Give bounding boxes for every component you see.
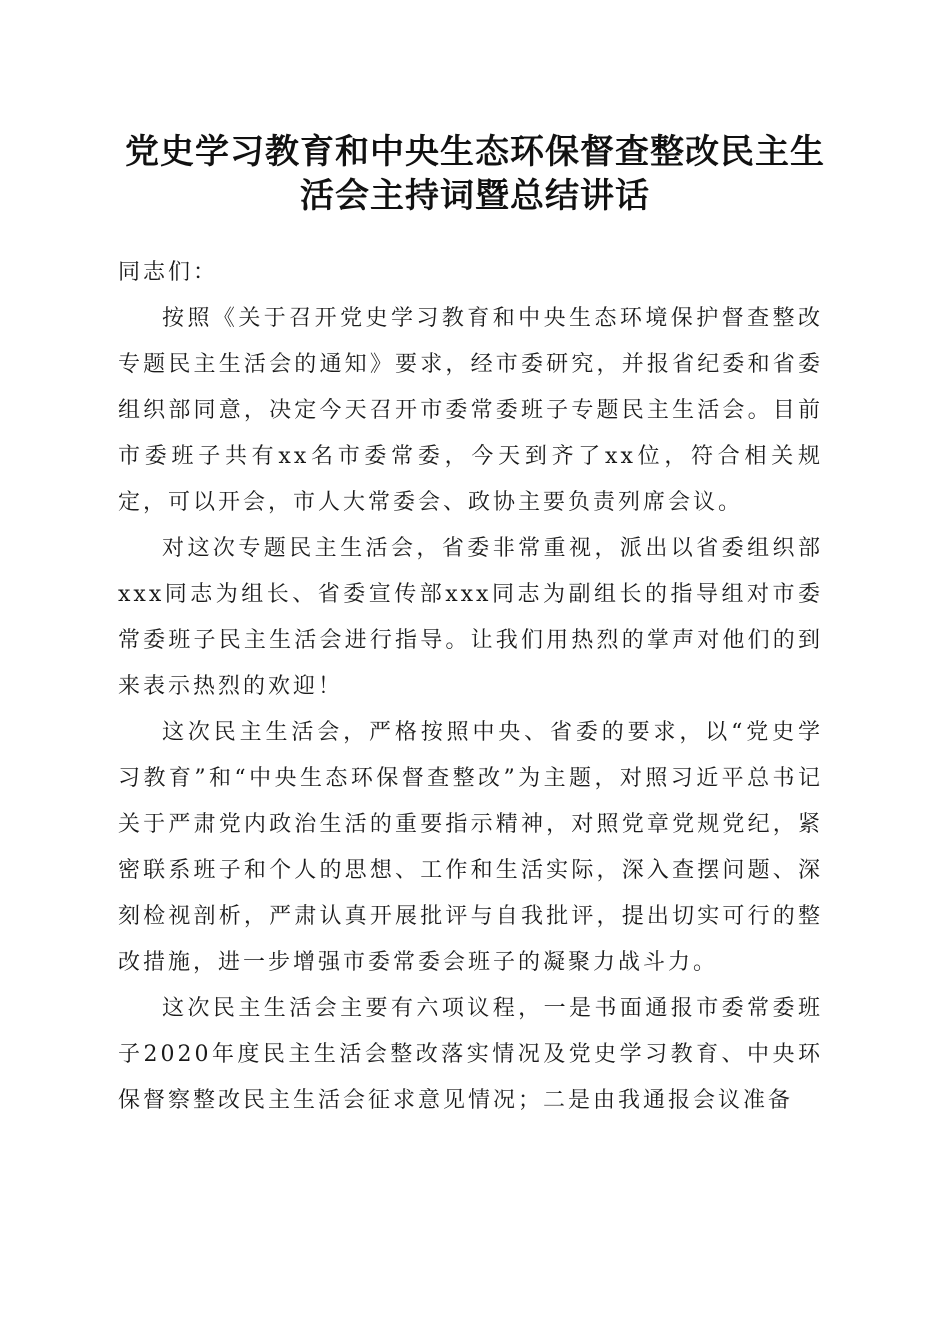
title-line-2: 活会主持词暨总结讲话 <box>300 176 650 216</box>
paragraph-4: 这次民主生活会主要有六项议程，一是书面通报市委常委班子2020年度民主生活会整改落实情况及党史学习教育、中央环保督察整改民主生活会征求意见情况；二是由我通报会议准备 <box>118 996 823 1113</box>
greeting: 同志们： <box>118 260 219 285</box>
document-body <box>118 250 823 1124</box>
title-line-1: 党史学习教育和中央生态环保督查整改民主生 <box>125 132 825 172</box>
document-title <box>110 130 840 218</box>
paragraph-2: 对这次专题民主生活会，省委非常重视，派出以省委组织部xxx同志为组长、省委宣传部xxx同志为副组长的指导组对市委常委班子民主生活会进行指导。让我们用热烈的掌声对他们的到来表示热烈的欢迎！ <box>118 536 823 699</box>
paragraph-1: 按照《关于召开党史学习教育和中央生态环境保护督查整改专题民主生活会的通知》要求，经市委研究，并报省纪委和省委组织部同意，决定今天召开市委常委班子专题民主生活会。目前市委班子共有xx名市委常委，今天到齐了xx位，符合相关规定，可以开会，市人大常委会、政协主要负责列席会议。 <box>118 306 823 515</box>
paragraph-3: 这次民主生活会，严格按照中央、省委的要求，以“党史学习教育”和“中央生态环保督查整改”为主题，对照习近平总书记关于严肃党内政治生活的重要指示精神，对照党章党规党纪，紧密联系班子和个人的思想、工作和生活实际，深入查摆问题、深刻检视剖析，严肃认真开展批评与自我批评，提出切实可行的整改措施，进一步增强市委常委会班子的凝聚力战斗力。 <box>118 720 823 975</box>
